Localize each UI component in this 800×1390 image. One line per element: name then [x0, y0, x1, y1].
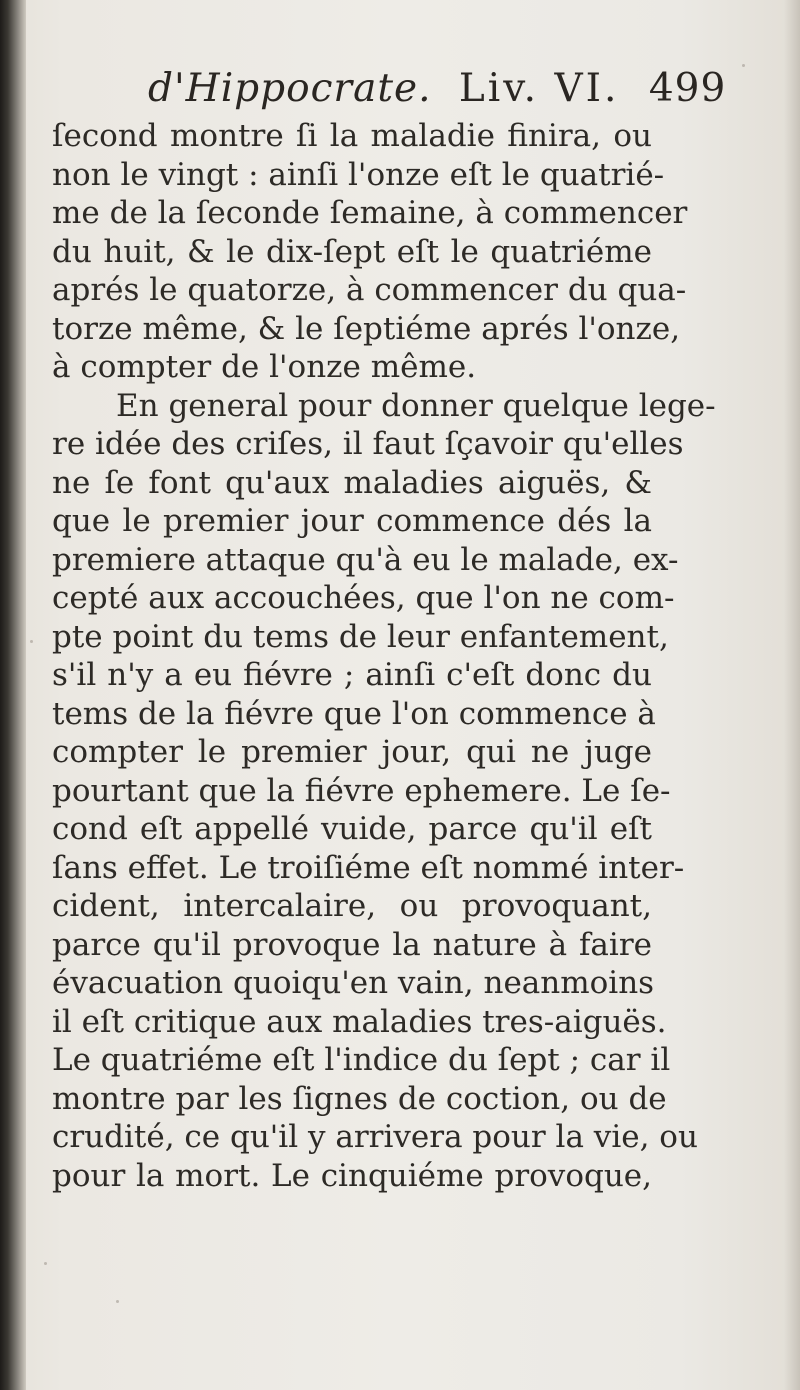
book-spine-shadow [0, 0, 26, 1390]
page-number: 499 [648, 66, 727, 111]
paper-speck [44, 1262, 47, 1265]
page-edge-shadow [784, 0, 800, 1390]
text-line: compter le premier jour, qui ne juge [52, 734, 652, 770]
paper-speck [30, 640, 33, 643]
running-title: d'Hippocrate. [148, 66, 432, 111]
book-number: Liv. VI. [458, 66, 620, 111]
text-line: cident, intercalaire, ou provoquant, [52, 888, 652, 924]
text-line: cepté aux accouchées, que l'on ne com- [52, 580, 675, 616]
text-line: ſecond montre ſi la maladie finira, ou [52, 118, 652, 154]
text-line: parce qu'il provoque la nature à faire [52, 926, 652, 963]
text-line: cond eſt appellé vuide, parce qu'il eſt [52, 811, 652, 847]
text-line: torze même, & le ſeptiéme aprés l'onze, [52, 310, 681, 347]
text-line: non le vingt : ainſi l'onze eſt le quatrié- [52, 156, 665, 193]
text-line: évacuation quoiqu'en vain, neanmoins [52, 965, 655, 1001]
text-line: re idée des criſes, il faut ſçavoir qu'elles [52, 426, 684, 462]
paragraph-first-line: En general pour donner quelque lege- [116, 387, 716, 424]
text-line: aprés le quatorze, à commencer du qua- [52, 272, 687, 308]
paragraph-last-line: à compter de l'onze même. [52, 349, 477, 385]
text-line: tems de la fiévre que l'on commence à [52, 695, 656, 732]
text-line: ſans effet. Le troiſiéme eſt nommé inter- [52, 849, 685, 886]
text-line: que le premier jour commence dés la [52, 503, 652, 539]
text-line: montre par les ſignes de coction, ou de [52, 1080, 667, 1117]
text-line: pour la mort. Le cinquiéme provoque, [52, 1157, 652, 1194]
text-line: premiere attaque qu'à eu le malade, ex- [52, 541, 679, 578]
text-line: du huit, & le dix-ſept eſt le quatriéme [52, 233, 652, 270]
body-text [52, 117, 716, 1195]
paper-speck [116, 1300, 119, 1303]
running-header [148, 66, 727, 122]
text-line: Le quatriéme eſt l'indice du ſept ; car il [52, 1042, 671, 1078]
text-line: il eſt critique aux maladies tres-aiguës. [52, 1003, 667, 1040]
text-line: ne ſe font qu'aux maladies aiguës, & [52, 464, 652, 501]
text-line: me de la ſeconde ſemaine, à commencer [52, 195, 688, 231]
text-line: pourtant que la fiévre ephemere. Le ſe- [52, 772, 671, 809]
text-line: crudité, ce qu'il y arrivera pour la vie, ou [52, 1119, 698, 1155]
text-line: pte point du tems de leur enfantement, [52, 618, 669, 655]
text-line: s'il n'y a eu fiévre ; ainſi c'eſt donc du [52, 657, 652, 693]
paper-speck [742, 64, 745, 67]
